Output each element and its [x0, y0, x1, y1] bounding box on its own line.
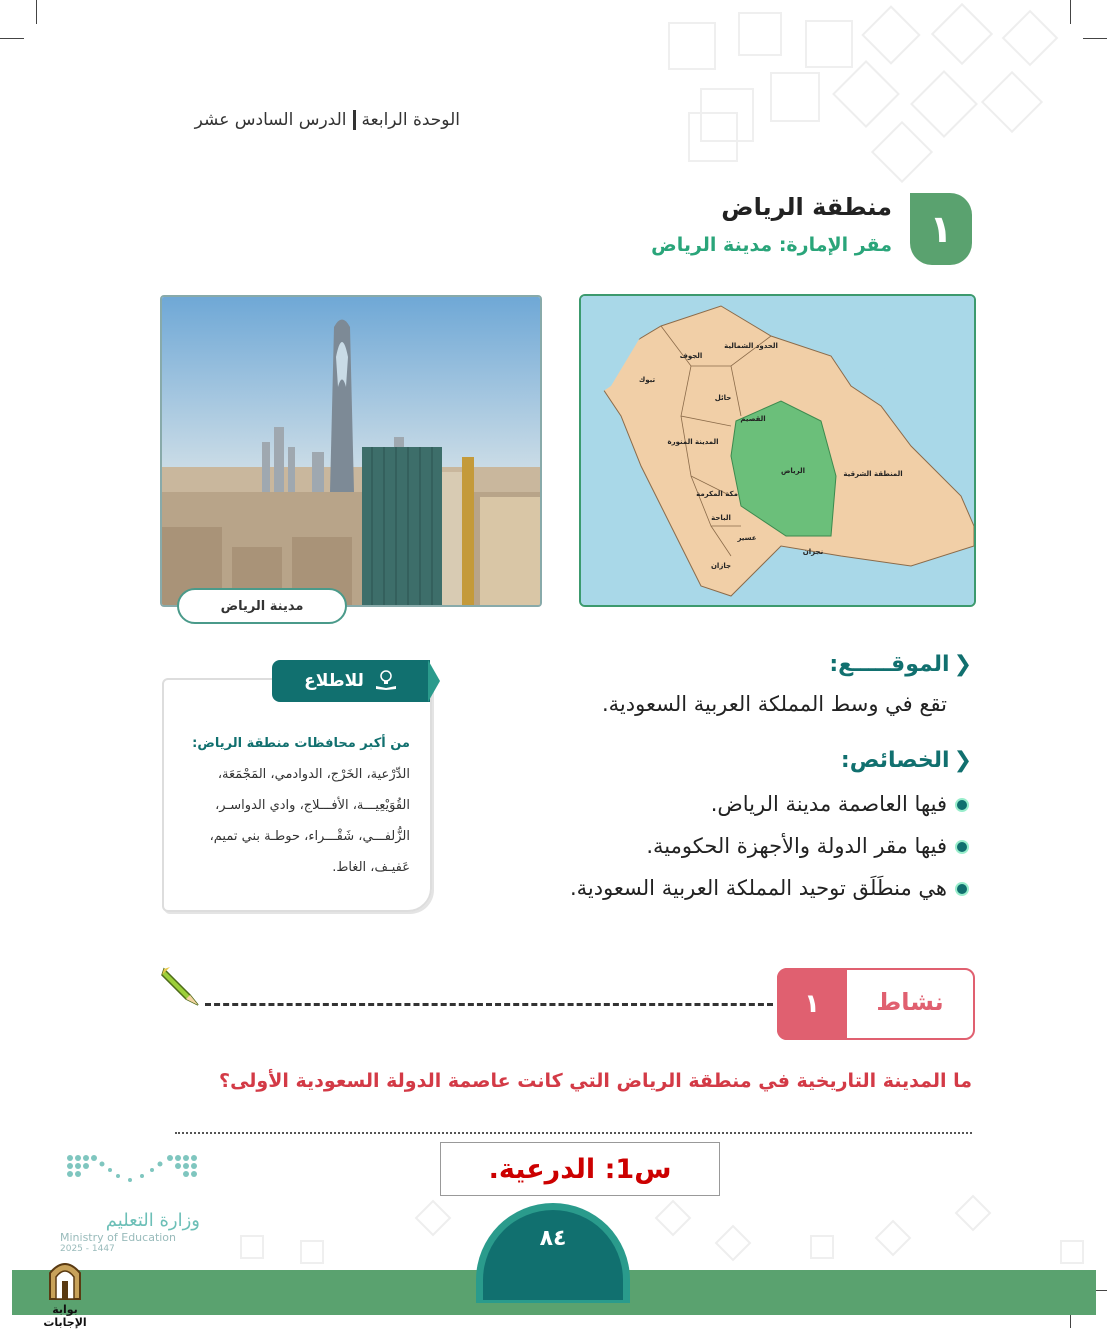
- activity-label: نشاط: [876, 988, 944, 1016]
- bullet-icon: [955, 882, 969, 896]
- feature-item: [711, 792, 969, 816]
- chevron-left-icon: ❮: [953, 748, 972, 773]
- decor-diamond: [1002, 10, 1059, 67]
- chevron-left-icon: ❮: [953, 652, 972, 677]
- decor-diamond: [861, 5, 920, 64]
- map-label: حائل: [714, 394, 732, 402]
- decor-square: [770, 72, 820, 122]
- decor-square: [240, 1235, 264, 1259]
- decor-diamond: [415, 1200, 452, 1237]
- info-box-text: [172, 728, 410, 883]
- info-line: الزُّلفـــي، شَقْـــراء، حوطـة بني تميم،: [209, 829, 410, 844]
- page-number: ٨٤: [483, 1210, 623, 1300]
- decor-diamond: [875, 1220, 912, 1257]
- feature-item-text: فيها العاصمة مدينة الرياض.: [710, 792, 947, 816]
- section-subtitle: مقر الإمارة: مدينة الرياض: [651, 234, 892, 256]
- decor-diamond: [981, 71, 1043, 133]
- photo-caption: مدينة الرياض: [177, 588, 347, 624]
- site-label: بوابة الإجابات: [43, 1303, 87, 1329]
- ministry-name-ar: وزارة التعليم: [105, 1210, 200, 1231]
- breadcrumb: [140, 110, 460, 130]
- site-logo: [30, 1255, 100, 1329]
- crop-mark: [1070, 0, 1071, 24]
- ministry-year: 2025 - 1447: [60, 1244, 115, 1254]
- saudi-regions-map: [579, 294, 976, 607]
- info-lead: من أكبر محافظات منطقة الرياض:: [192, 736, 410, 751]
- info-tab-label: للاطلاع: [304, 671, 364, 691]
- crop-mark: [1083, 38, 1107, 39]
- map-label: الرياض: [780, 467, 806, 475]
- map-label: المنطقة الشرقية: [843, 470, 903, 478]
- map-label: الجوف: [679, 352, 703, 360]
- riyadh-city-photo: [160, 295, 542, 607]
- features-heading-text: الخصائص:: [840, 748, 950, 773]
- decor-square: [805, 20, 853, 68]
- answer-dotted-line: [175, 1132, 972, 1134]
- lesson-label: الدرس السادس عشر: [194, 110, 347, 130]
- map-label: الباحة: [711, 514, 731, 522]
- bullet-icon: [955, 798, 969, 812]
- decor-diamond: [955, 1195, 992, 1232]
- crop-mark: [36, 0, 37, 24]
- map-label: مكة المكرمة: [696, 490, 738, 498]
- map-label: القصيم: [740, 415, 766, 423]
- decor-square: [688, 112, 738, 162]
- location-heading-text: الموقـــــع:: [829, 652, 950, 677]
- bullet-icon: [955, 840, 969, 854]
- info-line: الدِّرْعية، الخَرْج، الدوادمي، المَجْمَعَة،: [217, 767, 410, 782]
- map-label: نجران: [802, 548, 824, 556]
- feature-item: [646, 834, 969, 858]
- map-label: المدينة المنورة: [667, 438, 719, 446]
- crop-mark: [0, 38, 24, 39]
- map-label: الحدود الشمالية: [724, 342, 778, 350]
- map-label: جازان: [710, 562, 732, 570]
- breadcrumb-separator: [353, 110, 356, 130]
- decor-diamond: [715, 1225, 752, 1262]
- map-label: عسير: [737, 534, 757, 542]
- decor-square: [1060, 1240, 1084, 1264]
- feature-item-text: هي منطَلَق توحيد المملكة العربية السعودية.: [569, 876, 947, 900]
- answer-box: س1: الدرعية.: [440, 1142, 720, 1196]
- decor-square: [738, 12, 782, 56]
- activity-dash-line: [205, 1003, 773, 1006]
- info-line: القُوَيْعِيـــة، الأفـــلاج، وادي الدواسـر،: [215, 798, 410, 813]
- decor-diamond: [871, 121, 933, 183]
- activity-number: ١: [777, 968, 847, 1040]
- features-heading: [841, 748, 972, 773]
- decor-diamond: [931, 3, 993, 65]
- info-box-tab: [272, 660, 430, 702]
- section-title: منطقة الرياض: [721, 193, 892, 221]
- decor-diamond: [655, 1200, 692, 1237]
- info-line: عَفيـف، الغاط.: [332, 860, 410, 875]
- lightbulb-book-icon: [374, 668, 398, 695]
- section-number-badge: ١: [910, 193, 972, 265]
- location-heading: [829, 652, 972, 677]
- feature-item: [570, 876, 969, 900]
- tab-arrow-icon: [428, 660, 440, 702]
- activity-question: ما المدينة التاريخية في منطقة الرياض التي كانت عاصمة الدولة السعودية الأولى؟: [219, 1070, 972, 1092]
- decor-square: [300, 1240, 324, 1264]
- feature-item-text: فيها مقر الدولة والأجهزة الحكومية.: [646, 834, 947, 858]
- pencil-icon: [160, 965, 200, 1011]
- ministry-logo: [60, 1150, 210, 1254]
- decor-diamond: [910, 70, 978, 138]
- decor-diamond: [832, 60, 900, 128]
- decor-square: [810, 1235, 834, 1259]
- decor-square: [668, 22, 716, 70]
- map-label: تبوك: [638, 376, 656, 384]
- unit-label: الوحدة الرابعة: [361, 110, 460, 130]
- ministry-name-en: Ministry of Education: [60, 1231, 177, 1244]
- location-text: تقع في وسط المملكة العربية السعودية.: [601, 692, 947, 716]
